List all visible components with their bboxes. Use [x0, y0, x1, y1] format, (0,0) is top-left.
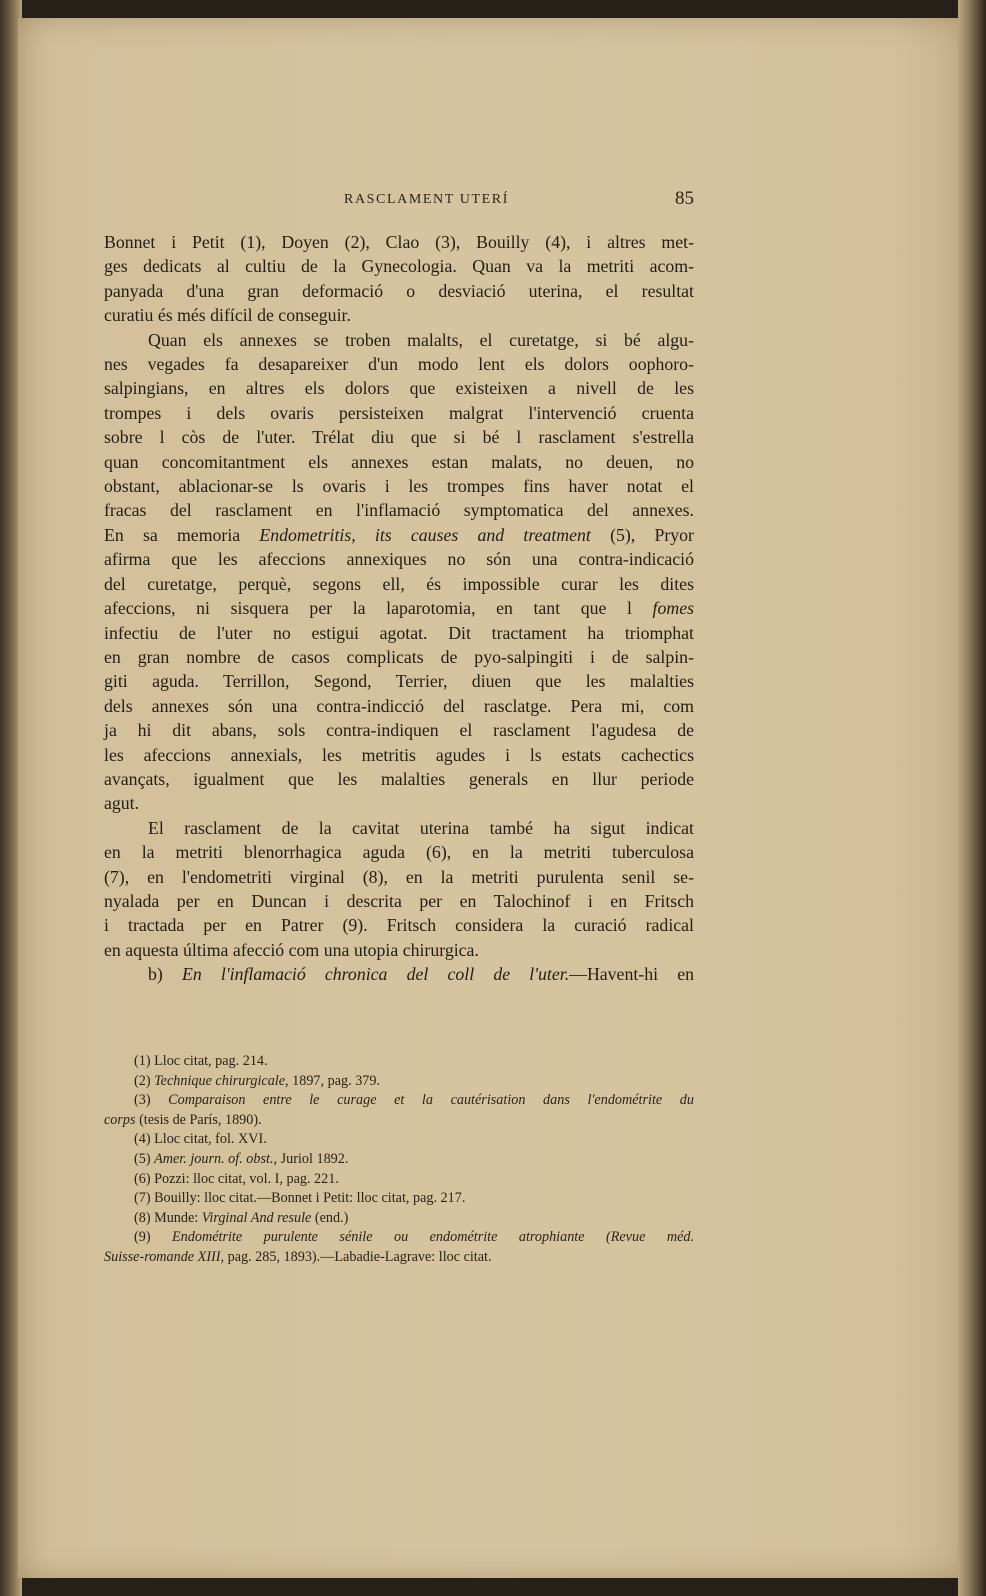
- body-line: agut.: [104, 793, 140, 814]
- body-text-run: En sa memoria: [104, 524, 260, 545]
- body-line: del curetatge, perquè, segons ell, és impossible curar les dites: [104, 573, 694, 594]
- footnote-italic: Comparaison entre le curage et la cautérisation dans l'endométrite du: [168, 1092, 694, 1109]
- footnote-number: (8): [134, 1209, 151, 1226]
- body-line: (7), en l'endometriti virginal (8), en la metriti purulenta senil se-: [104, 866, 694, 887]
- footnote: [104, 1052, 694, 1072]
- body-line: Quan els annexes se troben malalts, el curetatge, si bé algu-: [148, 329, 694, 350]
- page-fore-edge: [958, 0, 986, 1596]
- footnote-italic: Technique chirurgicale,: [154, 1072, 289, 1089]
- body-line: Bonnet i Petit (1), Doyen (2), Clao (3), Bouilly (4), i altres met-: [104, 232, 694, 252]
- body-line: infectiu de l'uter no estigui agotat. Dit tractament ha triomphat: [104, 622, 694, 643]
- running-header: [104, 188, 694, 218]
- body-line: ges dedicats al cultiu de la Gynecologia. Quan va la metriti acom-: [104, 256, 694, 277]
- body-line: panyada d'una gran deformació o desviació uterina, el resultat: [104, 280, 694, 301]
- footnote: [104, 1209, 694, 1229]
- body-line: trompes i dels ovaris persisteixen malgrat l'intervenció cruenta: [104, 402, 694, 423]
- footnote: [104, 1091, 694, 1111]
- footnote-text: Bouilly: lloc citat.—Bonnet i Petit: lloc citat, pag. 217.: [154, 1190, 466, 1207]
- footnote-text: Lloc citat, fol. XVI.: [154, 1131, 267, 1148]
- body-line: dels annexes són una contra-indicció del rasclatge. Pera mi, com: [104, 695, 694, 716]
- body-line: [104, 523, 694, 547]
- footnote-number: (4): [134, 1131, 151, 1148]
- footnote: [104, 1170, 694, 1190]
- footnote: [104, 1072, 694, 1092]
- footnote-text: pag. 285, 1893).—Labadie-Lagrave: lloc citat.: [224, 1248, 492, 1265]
- body-line: les afeccions annexials, les metritis agudes i ls estats cachectics: [104, 744, 694, 765]
- footnote-italic: Amer. journ. of. obst.,: [154, 1150, 278, 1167]
- body-line: sobre l còs de l'uter. Trélat diu que si bé l rasclament s'estrella: [104, 427, 694, 448]
- footnote-number: (3): [134, 1092, 151, 1109]
- italic-term: fomes: [652, 598, 694, 619]
- body-line: [104, 596, 694, 620]
- section-heading: En l'inflamació chronica del coll de l'uter.: [181, 964, 570, 985]
- footnote-text: Pozzi: lloc citat, vol. I, pag. 221.: [154, 1170, 339, 1187]
- footnote-text: 1897, pag. 379.: [288, 1072, 381, 1089]
- body-text-run: afeccions, ni sisquera per la laparotomia, en tant que l: [104, 598, 653, 619]
- footnote: [104, 1228, 694, 1248]
- footnote-text: Lloc citat, pag. 214.: [154, 1053, 268, 1069]
- body-line: en la metriti blenorrhagica aguda (6), en la metriti tuberculosa: [104, 842, 694, 863]
- page-number: 85: [675, 188, 694, 209]
- footnote: [104, 1150, 694, 1170]
- footnote-text: (end.): [311, 1209, 349, 1226]
- footnote-continuation: [104, 1111, 694, 1131]
- body-line: quan concomitantment els annexes estan malats, no deuen, no: [104, 451, 694, 472]
- footnote-number: (6): [134, 1170, 151, 1187]
- footnote-italic: Endométrite purulente sénile ou endométrite atrophiante (Revue méd.: [172, 1229, 695, 1246]
- body-line: curatiu és més difícil de conseguir.: [104, 305, 351, 326]
- footnote-italic: corps: [104, 1111, 136, 1128]
- memoir-title: Endometritis, its causes and treatment: [259, 524, 591, 545]
- body-line: El rasclament de la cavitat uterina també ha sigut indicat: [148, 817, 694, 838]
- body-text: [104, 230, 694, 987]
- body-text-run: (5), Pryor: [590, 524, 694, 545]
- body-line: afirma que les afeccions annexiques no són una contra-indicació: [104, 549, 694, 570]
- footnote-continuation: [104, 1248, 694, 1268]
- footnote-text: (tesis de París, 1890).: [135, 1111, 262, 1128]
- body-line: i tractada per en Patrer (9). Fritsch considera la curació radical: [104, 915, 694, 936]
- body-line: en aquesta última afecció com una utopia chirurgica.: [104, 939, 479, 960]
- body-line: fracas del rasclament en l'inflamació symptomatica del annexes.: [104, 500, 694, 521]
- footnote-italic: Suisse-romande XIII,: [104, 1248, 225, 1265]
- footnote: [104, 1189, 694, 1209]
- body-line: obstant, ablacionar-se ls ovaris i les trompes fins haver notat el: [104, 476, 694, 497]
- footnotes: [104, 1052, 694, 1268]
- footnote-number: (7): [134, 1190, 151, 1207]
- body-line: giti aguda. Terrillon, Segond, Terrier, diuen que les malalties: [104, 671, 694, 692]
- body-line: [104, 962, 694, 986]
- footnote-number: (9): [134, 1229, 151, 1246]
- body-line: salpingians, en altres els dolors que existeixen a nivell de les: [104, 378, 694, 399]
- body-line: en gran nombre de casos complicats de pyo-salpingiti i de salpin-: [104, 646, 694, 667]
- body-line: nyalada per en Duncan i descrita per en Talochinof i en Fritsch: [104, 890, 694, 911]
- footnote-text: Munde:: [154, 1209, 202, 1226]
- footnote-text: Juriol 1892.: [277, 1150, 349, 1167]
- footnote-number: (1): [134, 1053, 151, 1069]
- section-marker: b): [148, 964, 182, 985]
- running-title: RASCLAMENT UTERÍ: [344, 192, 509, 207]
- body-line: ja hi dit abans, sols contra-indiquen el rasclament l'agudesa de: [104, 720, 694, 741]
- footnote-number: (2): [134, 1072, 151, 1089]
- body-line: nes vegades fa desapareixer d'un modo lent els dolors oophoro-: [104, 354, 694, 375]
- footnote-number: (5): [134, 1150, 151, 1167]
- body-text-run: —Havent-hi en: [569, 964, 694, 985]
- body-line: avançats, igualment que les malalties generals en llur periode: [104, 768, 694, 789]
- footnote: [104, 1130, 694, 1150]
- footnote-italic: Virginal And resule: [201, 1209, 312, 1226]
